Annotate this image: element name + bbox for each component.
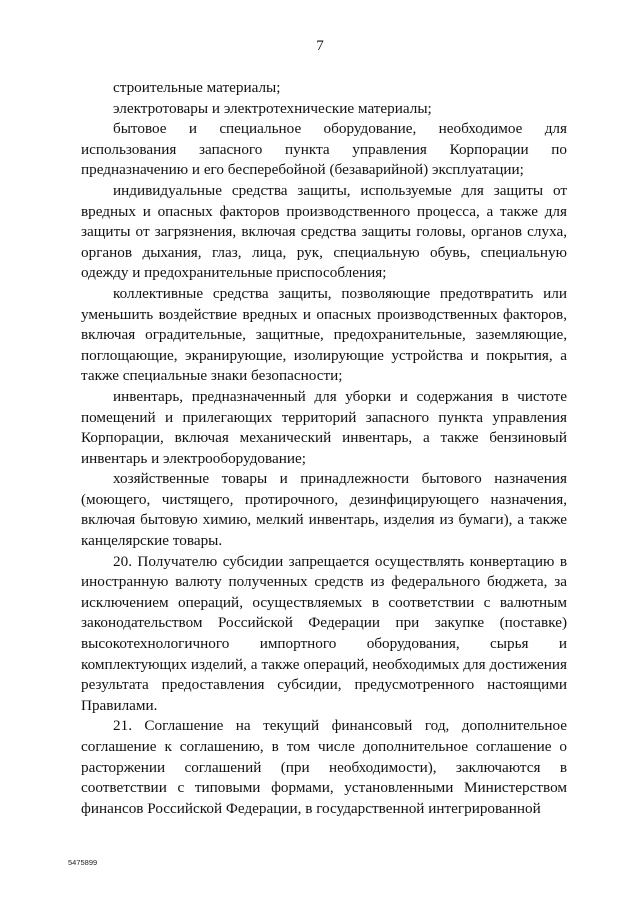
list-item-electrical-goods: электротовары и электротехнические материалы; xyxy=(113,99,432,117)
list-item-building-materials: строительные материалы; xyxy=(113,79,281,96)
list-item-household-equipment: бытовое и специальное оборудование, необходимое для использования запасного пункта управления Корпорации по предназначению и его бесперебойной (безаварийной) эксплуатации; xyxy=(81,120,567,179)
page-number: 7 xyxy=(316,38,324,54)
list-item-household-goods: хозяйственные товары и принадлежности бытового назначения (моющего, чистящего, протирочного, дезинфицирующего назначения, включая бытовую химию, мелкий инвентарь, изделия из бумаги), а также канцелярские товары. xyxy=(81,470,567,550)
list-item-personal-protection: индивидуальные средства защиты, используемые для защиты от вредных и опасных факторов производственного процесса, а также для защиты от загрязнения, включая средства защиты головы, органов слуха, органов дыхания, глаз, лица, рук, специальную обувь, специальную одежду и предохранительные приспособления; xyxy=(81,181,567,282)
document-body xyxy=(81,78,567,819)
footer-document-code: 5475899 xyxy=(68,858,98,867)
clause-21: 21. Соглашение на текущий финансовый год, дополнительное соглашение к соглашению, в том числе дополнительное соглашение о расторжении соглашений (при необходимости), заключаются в соответствии с типовыми формами, установленными Министерством финансов Российской Федерации, в государственной интегрированной xyxy=(81,717,567,817)
list-item-collective-protection: коллективные средства защиты, позволяющие предотвратить или уменьшить воздействие вредных и опасных производственных факторов, включая оградительные, защитные, предохранительные, заземляющие, поглощающие, экранирующие, изолирующие устройства и покрытия, а также специальные знаки безопасности; xyxy=(81,284,567,385)
clause-20: 20. Получателю субсидии запрещается осуществлять конвертацию в иностранную валюту полученных средств из федерального бюджета, за исключением операций, осуществляемых в соответствии с валютным законодательством Российской Федерации при закупке (поставке) высокотехнологичного импортного оборудования, сырья и комплектующих изделий, а также операций, необходимых для достижения результата предоставления субсидии, предусмотренного настоящими Правилами. xyxy=(81,552,567,714)
list-item-cleaning-inventory: инвентарь, предназначенный для уборки и содержания в чистоте помещений и прилегающих территорий запасного пункта управления Корпорации, включая механический инвентарь, а также бензиновый инвентарь и электрооборудование; xyxy=(81,387,567,467)
